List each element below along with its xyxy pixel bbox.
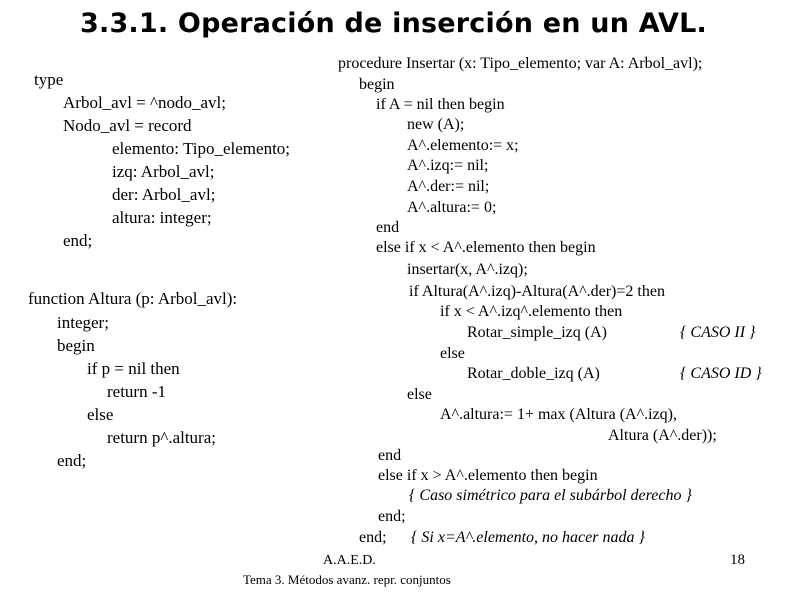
code-comment: { CASO ID } <box>680 365 762 382</box>
code-line: end; <box>378 508 406 525</box>
code-line: end <box>378 447 402 464</box>
code-line: else if x < A^.elemento then begin <box>376 239 596 256</box>
code-comment: { Caso simétrico para el subárbol derecho } <box>409 487 692 504</box>
code-line: end; <box>359 529 387 546</box>
code-line: return -1 <box>107 382 167 401</box>
code-line: A^.altura:= 1+ max (Altura (A^.izq), <box>440 406 677 423</box>
code-line: insertar(x, A^.izq); <box>407 261 528 278</box>
code-comment: { Si x=A^.elemento, no hacer nada } <box>411 529 645 546</box>
code-line: end <box>376 219 400 236</box>
code-line: if x < A^.izq^.elemento then <box>440 303 623 320</box>
code-line: elemento: Tipo_elemento; <box>112 139 291 158</box>
code-line: else if x > A^.elemento then begin <box>378 467 598 484</box>
code-line: Rotar_simple_izq (A) <box>467 324 607 341</box>
footer-subtitle: Tema 3. Métodos avanz. repr. conjuntos <box>243 572 451 587</box>
footer-course: A.A.E.D. <box>323 553 376 568</box>
code-line: A^.altura:= 0; <box>407 199 497 216</box>
code-line: else <box>407 386 432 403</box>
code-line: begin <box>359 76 395 93</box>
code-line: Altura (A^.der)); <box>608 427 717 444</box>
code-line: procedure Insertar (x: Tipo_elemento; var A: Arbol_avl); <box>338 55 703 72</box>
page-number: 18 <box>730 552 745 568</box>
code-line: else <box>87 405 114 424</box>
slide-title: 3.3.1. Operación de inserción en un AVL. <box>80 8 707 39</box>
code-line: if A = nil then begin <box>376 96 505 113</box>
code-comment: { CASO II } <box>680 324 756 341</box>
code-line: return p^.altura; <box>107 428 216 447</box>
code-line: der: Arbol_avl; <box>112 185 216 204</box>
code-line: izq: Arbol_avl; <box>112 162 215 181</box>
code-line: Rotar_doble_izq (A) <box>467 365 600 382</box>
code-line: new (A); <box>407 116 465 133</box>
code-line: type <box>34 70 64 89</box>
code-line: A^.elemento:= x; <box>407 137 519 154</box>
code-line: else <box>440 345 465 362</box>
code-line: A^.der:= nil; <box>407 178 490 195</box>
code-line: Nodo_avl = record <box>63 116 192 135</box>
code-line: A^.izq:= nil; <box>407 157 489 174</box>
code-line: end; <box>57 451 87 470</box>
code-line: begin <box>57 336 95 355</box>
code-line: altura: integer; <box>112 208 212 227</box>
code-line: if p = nil then <box>87 359 180 378</box>
code-line: Arbol_avl = ^nodo_avl; <box>63 93 226 112</box>
code-line: integer; <box>57 313 109 332</box>
code-line: end; <box>63 231 93 250</box>
code-line: function Altura (p: Arbol_avl): <box>28 289 238 308</box>
code-line: if Altura(A^.izq)-Altura(A^.der)=2 then <box>409 283 665 300</box>
